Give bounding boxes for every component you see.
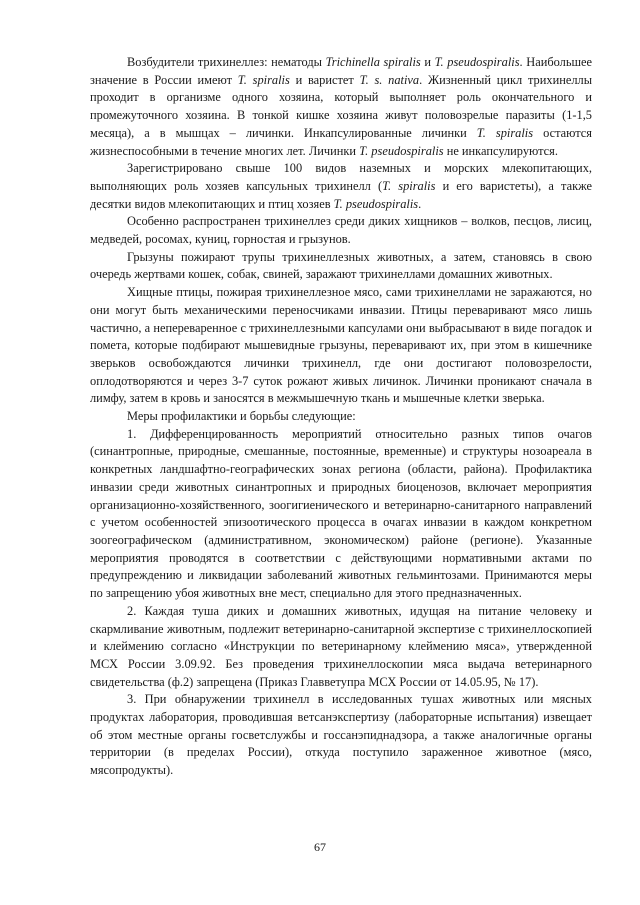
latin-name: T. pseudospiralis	[359, 143, 444, 158]
latin-name: T. s. nativa	[359, 72, 420, 87]
text-run: Особенно распространен трихинеллез среди диких хищников – волков, песцов, лисиц, медведей, росомах, куниц, горностая и грызунов.	[90, 214, 592, 247]
paragraph	[90, 426, 592, 603]
text-run: Возбудители трихинеллез: нематоды	[127, 55, 326, 69]
text-run: остаются жизнеспособными в течение многих лет. Личинки	[90, 125, 593, 158]
text-run: 1. Дифференцированность мероприятий относительно разных типов очагов (синантропные, природные, смешанные, постоянные, временные) и структуры нозоареала в конкретных ландшафтно-географических зонах региона (области, района). Профилактика инвазии среди животных синантропных и природных биоценозов, включает мероприятия организационно-хозяйственного, зоогигиенического и ветеринарно-санитарного направлений с учетом особенностей эпизоотического процесса в очагах инвазии в каждом конкретном зоогеографическом (административном, экономическом) районе (регионе). Указанные мероприятия проводятся в соответствии с действующими нормативными актами по предупреждению и ликвидации заболеваний животных гельминтозами. Принимаются меры по запрещению убоя животных вне мест, специально для этого предназначенных.	[90, 426, 592, 601]
paragraph	[90, 603, 592, 692]
paragraph	[90, 160, 592, 213]
text-run: Зарегистрировано свыше 100 видов наземных и морских млекопитающих, выполняющих роль хозяев капсульных трихинелл (	[90, 161, 592, 193]
latin-name: Trichinella spiralis	[325, 55, 421, 69]
paragraph	[90, 408, 592, 426]
text-run: и варистет	[289, 72, 360, 87]
latin-name: T. pseudospiralis	[434, 55, 520, 69]
paragraph	[90, 691, 592, 780]
paragraph	[90, 249, 592, 284]
text-run: . Жизненный цикл трихинеллы проходит в организме одного хозяина, который выполняет роль окончательного и промежуточного хозяина. В тонкой кишке хозяина живут половозрелые паразиты (1-1,5 месяца), а в мышцах – личинки. Инкапсулированные личинки	[90, 72, 593, 140]
text-run: Грызуны пожирают трупы трихинеллезных животных, а затем, становясь в свою очередь жертвами кошек, собак, свиней, заражают трихинеллами домашних животных.	[90, 249, 592, 282]
latin-name: T. pseudospiralis	[333, 196, 419, 211]
text-run: Меры профилактики и борьбы следующие:	[127, 409, 356, 424]
paragraph	[90, 213, 592, 248]
page-number: 67	[314, 840, 326, 854]
text-run: . Наибольшее значение в России имеют	[90, 55, 593, 87]
text-run: и его варистеты), а также десятки видов млекопитающих и птиц хозяев	[90, 178, 592, 211]
text-run: Хищные птицы, пожирая трихинеллезное мясо, сами трихинеллами не заражаются, но они могут быть механическими переносчиками инвазии. Птицы переваривают мясо лишь частично, а непереваренное с трихинеллезными капсулами они выбрасывают в виде погадок и помета, которые подбирают мышевидные грызуны, переваривают их, при этом в кишечнике зверьков освобождаются личинки трихинелл, где они достигают половозрелости, оплодотворяются и через 3-7 суток рожают живых личинок. Личинки проникают сначала в лимфу, затем в кровь и заносятся в межмышечную ткань и мышечные клетки зверька.	[90, 285, 592, 406]
text-run: 3. При обнаружении трихинелл в исследованных тушах животных или мясных продуктах лаборатория, проводившая ветсанэкспертизу (лабораторные испытания) извещает об этом местные органы госветслужбы и госсанэпиднадзора, а также аналогичные органы территории (в пределах России), откуда поступило зараженное животное (мясо, мясопродукты).	[90, 692, 592, 778]
text-run: и	[420, 55, 435, 69]
text-run: 2. Каждая туша диких и домашних животных, идущая на питание человеку и скармливание животным, подлежит ветеринарно-санитарной экспертизе с трихинеллоскопией и клеймению согласно «Инструкции по ветеринарному клеймению мяса», утвержденной МСХ России 3.09.92. Без проведения трихинеллоскопии мяса выдача ветеринарного свидетельства (ф.2) запрещена (Приказ Главветупра МСХ России от 14.05.95, № 17).	[90, 603, 592, 689]
text-run: не инкапсулируются.	[443, 143, 558, 158]
text-run: .	[418, 196, 422, 211]
paragraph	[90, 54, 592, 160]
paragraph	[90, 284, 592, 408]
latin-name: T. spiralis	[382, 178, 436, 193]
body-text	[90, 54, 592, 780]
latin-name: T. spiralis	[237, 72, 290, 87]
latin-name: T. spiralis	[476, 125, 534, 140]
